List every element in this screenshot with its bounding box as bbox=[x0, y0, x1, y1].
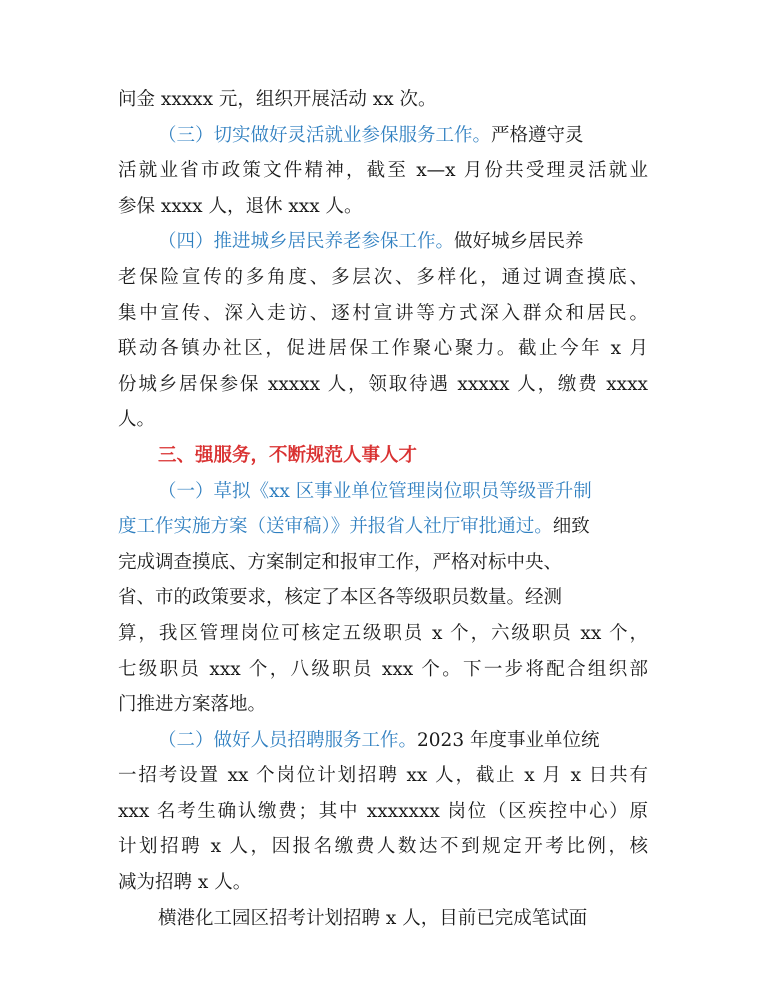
body-text: 细致 bbox=[552, 516, 590, 538]
paragraph-line bbox=[118, 367, 648, 403]
body-text: 参保 xxxx 人，退休 xxx 人。 bbox=[118, 195, 363, 217]
subheading-line bbox=[118, 224, 648, 260]
body-text: 计划招聘 x 人，因报名缴费人数达不到规定开考比例，核 bbox=[118, 836, 648, 858]
section-heading bbox=[118, 438, 648, 474]
body-text: 省、市的政策要求，核定了本区各等级职员数量。经测 bbox=[118, 587, 563, 609]
body-text: 完成调查摸底、方案制定和报审工作，严格对标中央、 bbox=[118, 551, 563, 573]
subheading-line bbox=[118, 723, 648, 759]
body-text: 门推进方案落地。 bbox=[118, 694, 267, 716]
paragraph-line bbox=[118, 901, 648, 937]
paragraph-line bbox=[118, 189, 648, 225]
body-text: 横港化工园区招考计划招聘 x 人，目前已完成笔试面 bbox=[158, 907, 588, 929]
paragraph-line bbox=[118, 580, 648, 616]
paragraph-line bbox=[118, 545, 648, 581]
subheading-line bbox=[118, 118, 648, 154]
paragraph-line bbox=[118, 794, 648, 830]
paragraph-line bbox=[118, 829, 648, 865]
subheading-text: （二）做好人员招聘服务工作。 bbox=[158, 729, 418, 751]
subheading-line bbox=[118, 474, 648, 510]
paragraph-line bbox=[118, 652, 648, 688]
subheading-text: （三）切实做好灵活就业参保服务工作。 bbox=[158, 124, 492, 146]
body-text: 一招考设置 xx 个岗位计划招聘 xx 人，截止 x 月 x 日共有 bbox=[118, 765, 648, 787]
body-text: 问金 xxxxx 元，组织开展活动 xx 次。 bbox=[118, 89, 437, 110]
document-page bbox=[118, 82, 648, 936]
body-text: 联动各镇办社区，促进居保工作聚心聚力。截止今年 x 月 bbox=[118, 338, 648, 360]
body-text: xxx 名考生确认缴费；其中 xxxxxxx 岗位（区疾控中心）原 bbox=[118, 800, 648, 822]
section-heading-text: 三、强服务，不断规范人事人才 bbox=[158, 444, 418, 466]
paragraph-line bbox=[118, 758, 648, 794]
paragraph-line bbox=[118, 687, 648, 723]
body-text: 2023 年度事业单位统 bbox=[417, 729, 600, 751]
body-text: 集中宣传、深入走访、逐村宣讲等方式深入群众和居民。 bbox=[118, 302, 648, 324]
paragraph-line bbox=[118, 82, 648, 118]
paragraph-line bbox=[118, 331, 648, 367]
body-text: 算，我区管理岗位可核定五级职员 x 个，六级职员 xx 个， bbox=[118, 622, 648, 644]
body-text: 减为招聘 x 人。 bbox=[118, 872, 252, 894]
body-text: 七级职员 xxx 个，八级职员 xxx 个。下一步将配合组织部 bbox=[118, 658, 648, 680]
paragraph-line bbox=[118, 616, 648, 652]
paragraph-line bbox=[118, 296, 648, 332]
subheading-text: （一）草拟《xx 区事业单位管理岗位职员等级晋升制 bbox=[158, 480, 592, 502]
paragraph-line bbox=[118, 865, 648, 901]
body-text: 做好城乡居民养 bbox=[454, 231, 584, 253]
subheading-line bbox=[118, 509, 648, 545]
body-text: 份城乡居保参保 xxxxx 人，领取待遇 xxxxx 人，缴费 xxxx bbox=[118, 373, 648, 395]
subheading-text: （四）推进城乡居民养老参保工作。 bbox=[158, 231, 455, 253]
body-text: 人。 bbox=[118, 409, 156, 431]
paragraph-line bbox=[118, 260, 648, 296]
paragraph-line bbox=[118, 153, 648, 189]
subheading-text: 度工作实施方案（送审稿）》并报省人社厅审批通过。 bbox=[118, 516, 553, 538]
body-text: 老保险宣传的多角度、多层次、多样化，通过调查摸底、 bbox=[118, 266, 648, 288]
paragraph-line bbox=[118, 402, 648, 438]
body-text: 严格遵守灵 bbox=[491, 124, 584, 146]
body-text: 活就业省市政策文件精神，截至 x—x 月份共受理灵活就业 bbox=[118, 160, 648, 182]
